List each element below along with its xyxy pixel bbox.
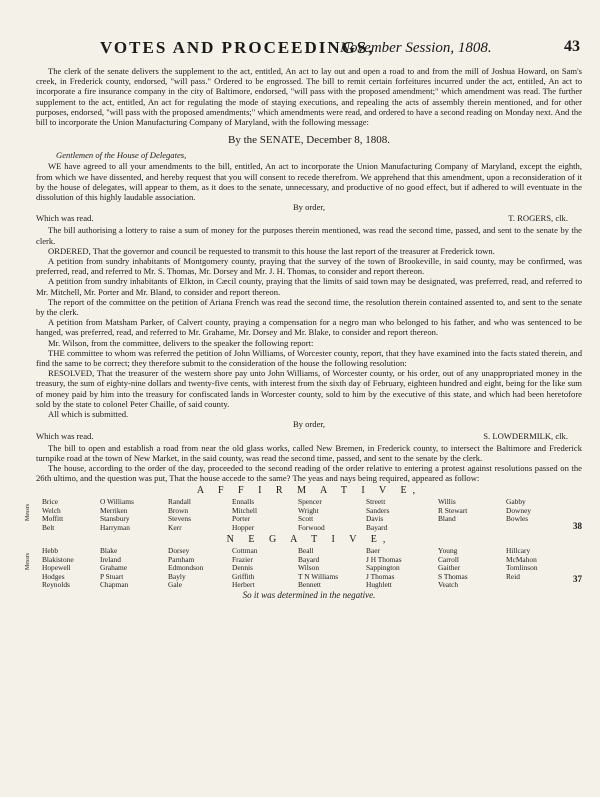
voter-name: Willis [438, 497, 456, 507]
voter-name: Blakistone [42, 554, 74, 564]
affirmative-column [366, 498, 389, 532]
paragraph-ariana: The report of the committee on the petition of Ariana French was read the second time, the resolution therein contained assented to, and sent to the senate by the clerk. [36, 296, 582, 318]
voter-name: Merriken [100, 505, 128, 515]
affirmative-column [232, 498, 257, 532]
voter-name: Brice [42, 497, 59, 507]
by-order-2: By order, [292, 419, 326, 430]
negative-column [506, 547, 538, 581]
voter-name: Reid [506, 571, 520, 581]
affirmative-heading: A F F I R M A T I V E, [196, 485, 422, 497]
messrs-label-negative: Messrs [25, 553, 31, 571]
voter-name: J H Thomas [366, 554, 402, 564]
voter-name: Veatch [438, 579, 459, 589]
negative-column [168, 547, 203, 589]
paragraph-committee: THE committee to whom was referred the petition of John Williams, of Worcester county, report, that they have examined into the facts stated therein, and find the same to be correct; they therefore submit to the consideration of the house the following resolution: [36, 347, 582, 369]
voter-name: Herbert [232, 579, 255, 589]
voter-name: Spencer [298, 497, 322, 507]
negative-column [100, 547, 128, 589]
voter-name: Parnham [168, 554, 195, 564]
signer-1: T. ROGERS, clk. [508, 213, 568, 224]
voter-name: Brown [168, 505, 189, 515]
voter-name: O Williams [100, 497, 134, 507]
voter-name: Reynolds [42, 579, 70, 589]
voter-name: Tomlinson [506, 563, 538, 573]
paragraph-parker: A petition from Matsham Parker, of Calvert county, praying a compensation for a negro man who belonged to his father, and who was sentenced to be hanged, was preferred, read, and referred to Mr. Grahame, Mr. Dorsey and Mr. Blake, to consider and report thereon. [36, 317, 582, 338]
paragraph-house-order: The house, according to the order of the day, proceeded to the second reading of the order relative to entering a protest against resolutions passed on the 26th ultimo, and the question was put, That the house accede to the same? The yeas and nays being required, appeared as follow: [36, 462, 582, 484]
by-order-1: By order, [292, 202, 326, 213]
voter-name: Welch [42, 505, 61, 515]
negative-column [366, 547, 402, 589]
senate-date: By the SENATE, December 8, 1808. [228, 134, 390, 147]
affirmative-votes [25, 497, 582, 532]
paragraph-senate-supplement: The clerk of the senate delivers the supplement to the act, entitled, An act to lay out and open a road to and from the mill of Joshua Howard, on Sam's creek, in Frederick county, endorsed, "will pass." Ordered to be engrossed. The bill to remit certain forfeitures incurred under the act, entitled, An act to incorporate a fire insurance company in the city of Baltimore, endorsed, "will pass with the proposed amendment;" which amendment was read. The further supplement to the act, entitled, An act for regulating the mode of staying executions, and repealing the acts of assembly therein mentioned, and for other purposes, endorsed, "will pass with the proposed amendments;" which amendments were read, and ordered to have a second reading on Monday next. And the bill to incorporate the Union Manufacturing Company of Maryland, with the following message: [36, 66, 582, 128]
voter-name: Bayard [298, 554, 320, 564]
voter-name: Cottman [232, 546, 258, 556]
signature-row-1 [36, 213, 582, 224]
voter-name: P Stuart [100, 571, 124, 581]
final-determination: So it was determined in the negative. [242, 590, 376, 601]
voter-name: R Stewart [438, 505, 468, 515]
voter-name: Blake [100, 546, 118, 556]
affirmative-column [298, 498, 325, 532]
negative-votes [25, 546, 582, 590]
affirmative-count: 38 [573, 521, 582, 532]
senate-message: WE have agreed to all your amendments to the bill, entitled, An act to incorporate the Union Manufacturing Company of Maryland, except the eighth, from which we have dissented, and hereby request that you will consent to recede therefrom. We apprehend that this amendment, upon a reconsideration of it by the house of delegates, will appear to them, as it does to the senate, unnecessary, and productive of no good effect, but if adhered to will eventuate in the dissolution of this highly laudable association. [36, 161, 582, 203]
voter-name: Beall [298, 546, 314, 556]
voter-name: Porter [232, 514, 251, 524]
negative-column [42, 547, 74, 589]
voter-name: Hughlett [366, 579, 392, 589]
voter-name: Bowles [506, 514, 529, 524]
voter-name: Sanders [366, 505, 390, 515]
voter-name: Scott [298, 514, 314, 524]
voter-name: Hopewell [42, 563, 71, 573]
voter-name: Bayly [168, 571, 186, 581]
document-body [25, 66, 582, 601]
voter-name: Moffitt [42, 514, 64, 524]
paragraph-glass-works: The bill to open and establish a road from near the old glass works, called New Bremen, in Frederick county, to intersect the Baltimore and Frederick turnpike road at the town of New Market, in the said county, was read the second time, passed, and sent to the senate by the clerk. [36, 442, 582, 463]
page-title: VOTES AND PROCEEDINGS, [100, 38, 375, 57]
affirmative-column [168, 498, 191, 532]
voter-name: McMahon [506, 554, 537, 564]
voter-name: Dorsey [168, 546, 190, 556]
negative-column [298, 547, 338, 589]
voter-name: Bennett [298, 579, 321, 589]
voter-name: Bayard [366, 522, 388, 532]
voter-name: Sappington [366, 563, 400, 573]
voter-name: S Thomas [438, 571, 468, 581]
voter-name: Ireland [100, 554, 121, 564]
paragraph-lottery: The bill authorising a lottery to raise a sum of money for the purposes therein mentioned, was read the second time, passed, and sent to the senate by the clerk. [36, 225, 582, 246]
negative-column [438, 547, 468, 589]
voter-name: Grahame [100, 563, 128, 573]
voter-name: Downey [506, 505, 532, 515]
voter-name: Edmondson [168, 563, 204, 573]
voter-name: Streett [366, 497, 386, 507]
messrs-label-affirmative: Messrs [25, 504, 31, 522]
voter-name: Bland [438, 514, 456, 524]
voter-name: J Thomas [366, 571, 395, 581]
voter-name: T N Williams [298, 571, 339, 581]
voter-name: Kerr [168, 522, 182, 532]
voter-name: Stansbury [100, 514, 130, 524]
voter-name: Belt [42, 522, 55, 532]
voter-name: Gaither [438, 563, 461, 573]
all-submitted: All which is submitted. [48, 409, 129, 420]
voter-name: Ennalls [232, 497, 255, 507]
affirmative-column [438, 498, 467, 523]
voter-name: Gale [168, 579, 182, 589]
salutation: Gentlemen of the House of Delegates, [56, 150, 187, 161]
voter-name: Forwood [298, 522, 325, 532]
negative-column [232, 547, 257, 589]
session-label: November Session, 1808. [340, 40, 492, 56]
affirmative-column [100, 498, 134, 532]
voter-name: Hopper [232, 522, 255, 532]
paragraph-wilson: Mr. Wilson, from the committee, delivers to the speaker the following report: [48, 337, 314, 348]
voter-name: Dennis [232, 563, 253, 573]
paragraph-elkton: A petition from sundry inhabitants of Elkton, in Cæcil county, praying that the limits of said town may be designated, was preferred, read, and referred to Mr. Mitchell, Mr. Porter and Mr. Bland, to consider and report thereon. [36, 276, 582, 297]
which-read-1: Which was read. [36, 213, 94, 224]
voter-name: Wilson [298, 563, 320, 573]
voter-name: Young [438, 546, 458, 556]
signer-2: S. LOWDERMILK, clk. [483, 430, 568, 441]
paragraph-ordered: ORDERED, That the governor and council be requested to transmit to this house the last report of the treasurer at Frederick town. [48, 245, 495, 256]
negative-count: 37 [573, 574, 582, 585]
page-number: 43 [564, 38, 580, 55]
signature-row-2 [36, 431, 582, 442]
voter-name: Carroll [438, 554, 459, 564]
page-header [40, 38, 580, 64]
paragraph-resolved: RESOLVED, That the treasurer of the western shore pay unto John Williams, of Worcester county, or his order, out of any unappropriated money in the treasury, the sum of eighty-nine dollars and twenty-five cents, with interest from the sixth day of February, eighteen hundred and eight, being for the like sum of money paid by him into the treasury for confiscated lands in Worcester county, sold to him by the executive of this state, and which had been heretofore sold by the state to colonel Peter Chaille, of said county. [36, 368, 582, 409]
voter-name: Harryman [100, 522, 130, 532]
voter-name: Hodges [42, 571, 65, 581]
voter-name: Wright [298, 505, 319, 515]
voter-name: Stevens [168, 514, 191, 524]
paragraph-montgomery: A petition from sundry inhabitants of Montgomery county, praying that the survey of the town of Brookeville, in said county, may be confirmed, was preferred, read, and referred to Mr. S. Thomas, Mr. Dorsey and Mr. J. H. Thomas, to consider and report thereon. [36, 256, 582, 277]
voter-name: Frazier [232, 554, 253, 564]
voter-name: Mitchell [232, 505, 258, 515]
voter-name: Gabby [506, 497, 526, 507]
voter-name: Baer [366, 546, 380, 556]
voter-name: Randall [168, 497, 191, 507]
which-read-2: Which was read. [36, 430, 94, 441]
negative-heading: N E G A T I V E, [226, 534, 392, 546]
voter-name: Davis [366, 514, 384, 524]
affirmative-column [506, 498, 531, 523]
affirmative-column [42, 498, 63, 532]
voter-name: Hillcary [506, 546, 531, 556]
voter-name: Griffith [232, 571, 255, 581]
voter-name: Hebb [42, 546, 59, 556]
voter-name: Chapman [100, 579, 129, 589]
